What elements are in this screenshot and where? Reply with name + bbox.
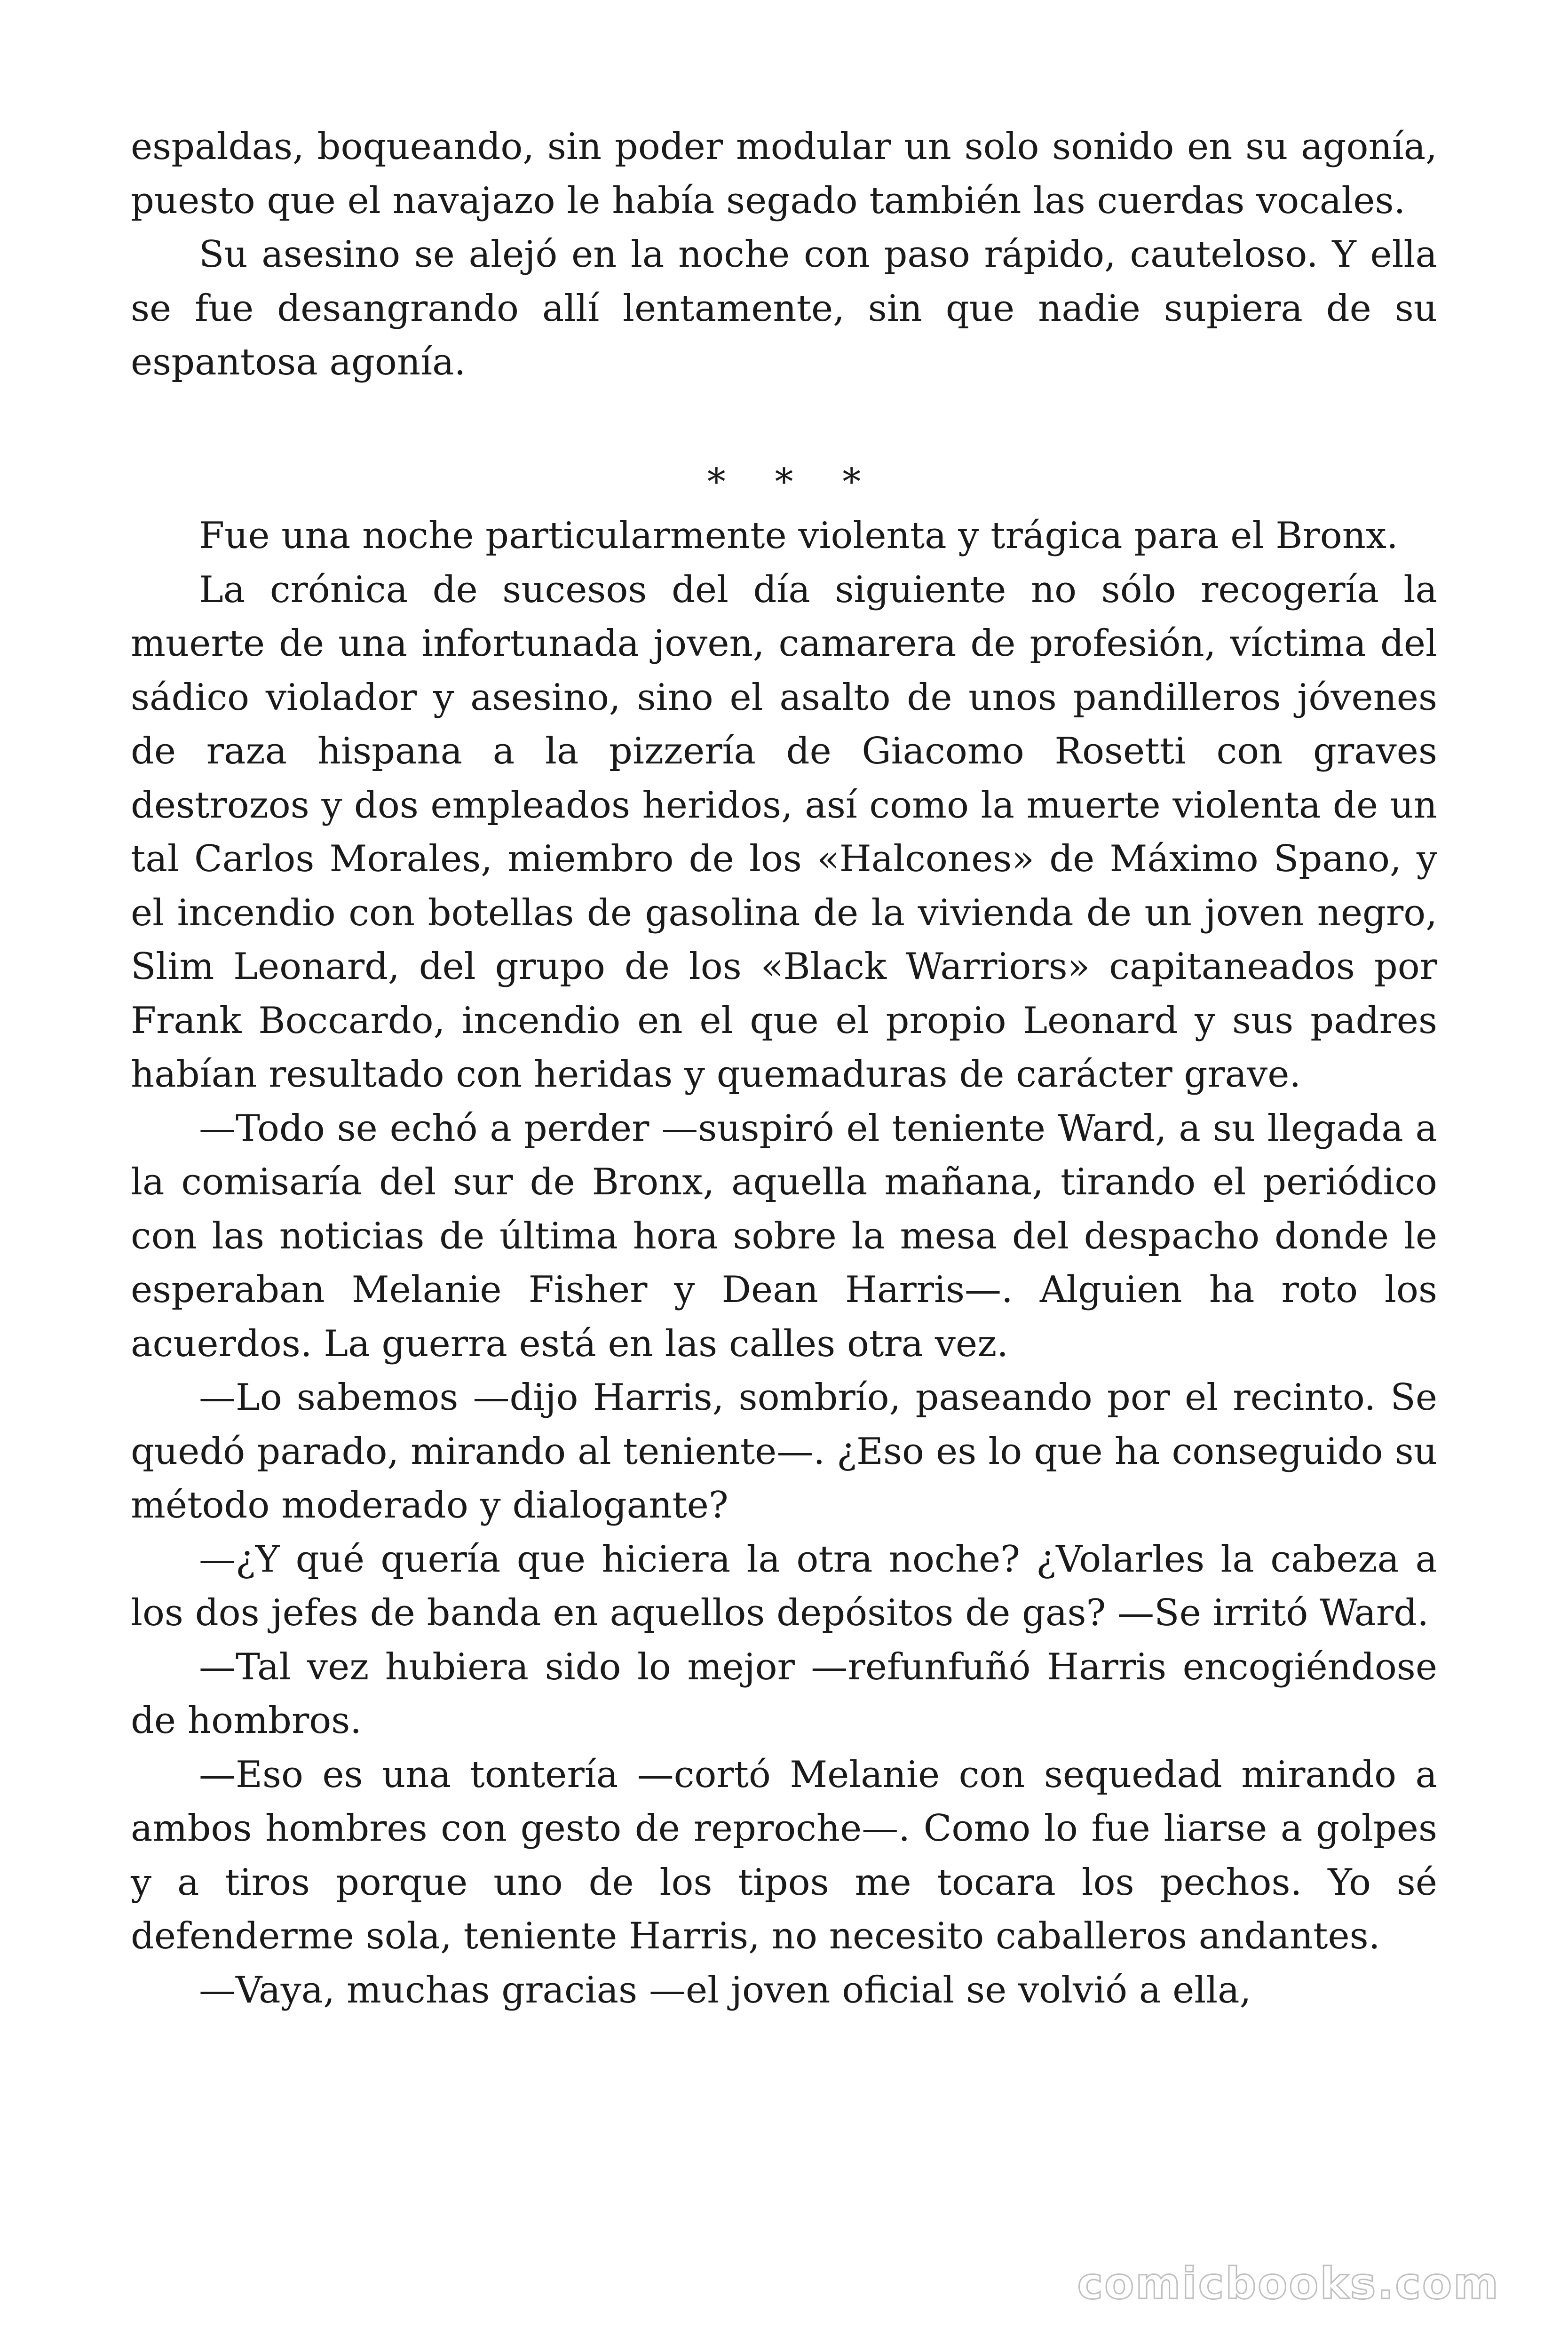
watermark-logo: comicbooks.com	[1077, 2258, 1500, 2309]
paragraph: —Vaya, muchas gracias —el joven oficial se volvió a ella,	[199, 1969, 1251, 2011]
paragraph: espaldas, boqueando, sin poder modular un solo sonido en su agonía, puesto que el navajazo le había segado también las cuerdas vocales.	[131, 126, 1437, 222]
section-separator: * * *	[707, 461, 880, 503]
paragraph: —¿Y qué quería que hiciera la otra noche? ¿Volarles la cabeza a los dos jefes de banda en aquellos depósitos de gas? —Se irritó Ward.	[131, 1538, 1437, 1634]
paragraph: —Tal vez hubiera sido lo mejor —refunfuñó Harris encogiéndose de hombros.	[131, 1645, 1437, 1742]
paragraph: —Lo sabemos —dijo Harris, sombrío, paseando por el recinto. Se quedó parado, mirando al teniente—. ¿Eso es lo que ha conseguido su método moderado y dialogante?	[131, 1376, 1437, 1526]
book-page-text	[131, 120, 1437, 2017]
paragraph: Su asesino se alejó en la noche con paso rápido, cauteloso. Y ella se fue desangrando allí lentamente, sin que nadie supiera de su espantosa agonía.	[131, 233, 1437, 383]
paragraph: —Eso es una tontería —cortó Melanie con sequedad mirando a ambos hombres con gesto de reproche—. Como lo fue liarse a golpes y a tiros porque uno de los tipos me tocara los pechos. Yo sé defenderme sola, teniente Harris, no necesito caballeros andantes.	[131, 1753, 1437, 1957]
paragraph: La crónica de sucesos del día siguiente no sólo recogería la muerte de una infortunada joven, camarera de profesión, víctima del sádico violador y asesino, sino el asalto de unos pandilleros jóvenes de raza hispana a la pizzería de Giacomo Rosetti con graves destrozos y dos empleados heridos, así como la muerte violenta de un tal Carlos Morales, miembro de los «Halcones» de Máximo Spano, y el incendio con botellas de gasolina de la vivienda de un joven negro, Slim Leonard, del grupo de los «Black Warriors» capitaneados por Frank Boccardo, incendio en el que el propio Leonard y sus padres habían resultado con heridas y quemaduras de carácter grave.	[131, 568, 1437, 1096]
paragraph: —Todo se echó a perder —suspiró el teniente Ward, a su llegada a la comisaría del sur de Bronx, aquella mañana, tirando el periódico con las noticias de última hora sobre la mesa del despacho donde le esperaban Melanie Fisher y Dean Harris—. Alguien ha roto los acuerdos. La guerra está en las calles otra vez.	[131, 1107, 1437, 1365]
paragraph: Fue una noche particularmente violenta y trágica para el Bronx.	[199, 515, 1398, 557]
